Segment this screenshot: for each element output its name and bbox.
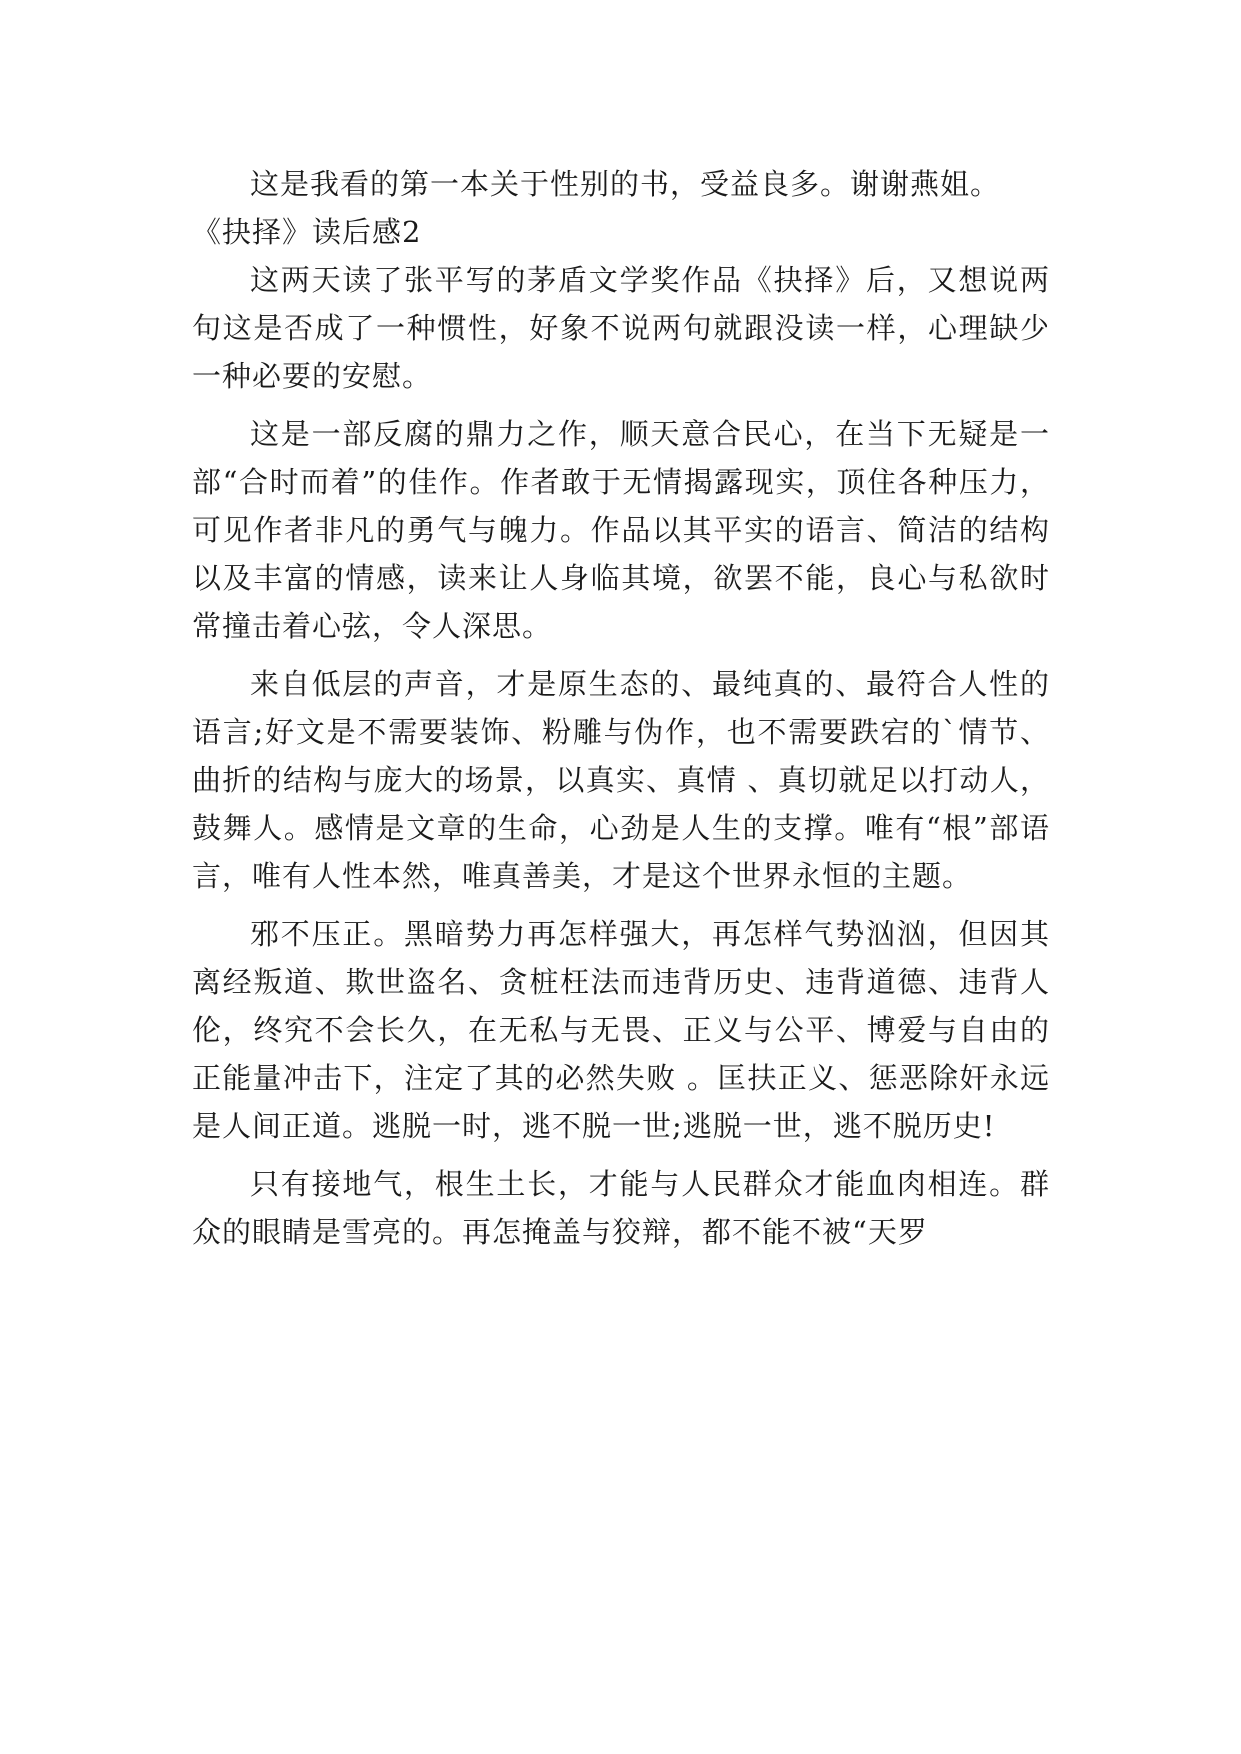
section-title: 《抉择》读后感2 [192,215,422,249]
document-body [192,160,1050,1256]
paragraph-1: 这两天读了张平写的茅盾文学奖作品《抉择》后，又想说两句这是否成了一种惯性，好象不说两句就跟没读一样，心理缺少一种必要的安慰。 [192,263,1050,393]
paragraph-5: 只有接地气，根生土长，才能与人民群众才能血肉相连。群众的眼睛是雪亮的。再怎掩盖与狡辩，都不能不被“天罗 [192,1167,1050,1249]
paragraph-3: 来自低层的声音，才是原生态的、最纯真的、最符合人性的语言;好文是不需要装饰、粉雕与伪作，也不需要跌宕的`情节、曲折的结构与庞大的场景，以真实、真情 、真切就足以打动人，鼓舞人。感情是文章的生命，心劲是人生的支撑。唯有“根”部语言，唯有人性本然，唯真善美，才是这个世界永恒的主题。 [192,667,1050,893]
paragraph-intro: 这是我看的第一本关于性别的书，受益良多。谢谢燕姐。 [250,167,1001,201]
paragraph-2: 这是一部反腐的鼎力之作，顺天意合民心，在当下无疑是一部“合时而着”的佳作。作者敢于无情揭露现实，顶住各种压力，可见作者非凡的勇气与魄力。作品以其平实的语言、简洁的结构以及丰富的情感，读来让人身临其境，欲罢不能，良心与私欲时常撞击着心弦，令人深思。 [192,417,1050,643]
paragraph-4: 邪不压正。黑暗势力再怎样强大，再怎样气势汹汹，但因其离经叛道、欺世盗名、贪桩枉法而违背历史、违背道德、违背人伦，终究不会长久，在无私与无畏、正义与公平、博爱与自由的正能量冲击下，注定了其的必然失败 。匡扶正义、惩恶除奸永远是人间正道。逃脱一时，逃不脱一世;逃脱一世，逃不脱历史! [192,917,1050,1143]
